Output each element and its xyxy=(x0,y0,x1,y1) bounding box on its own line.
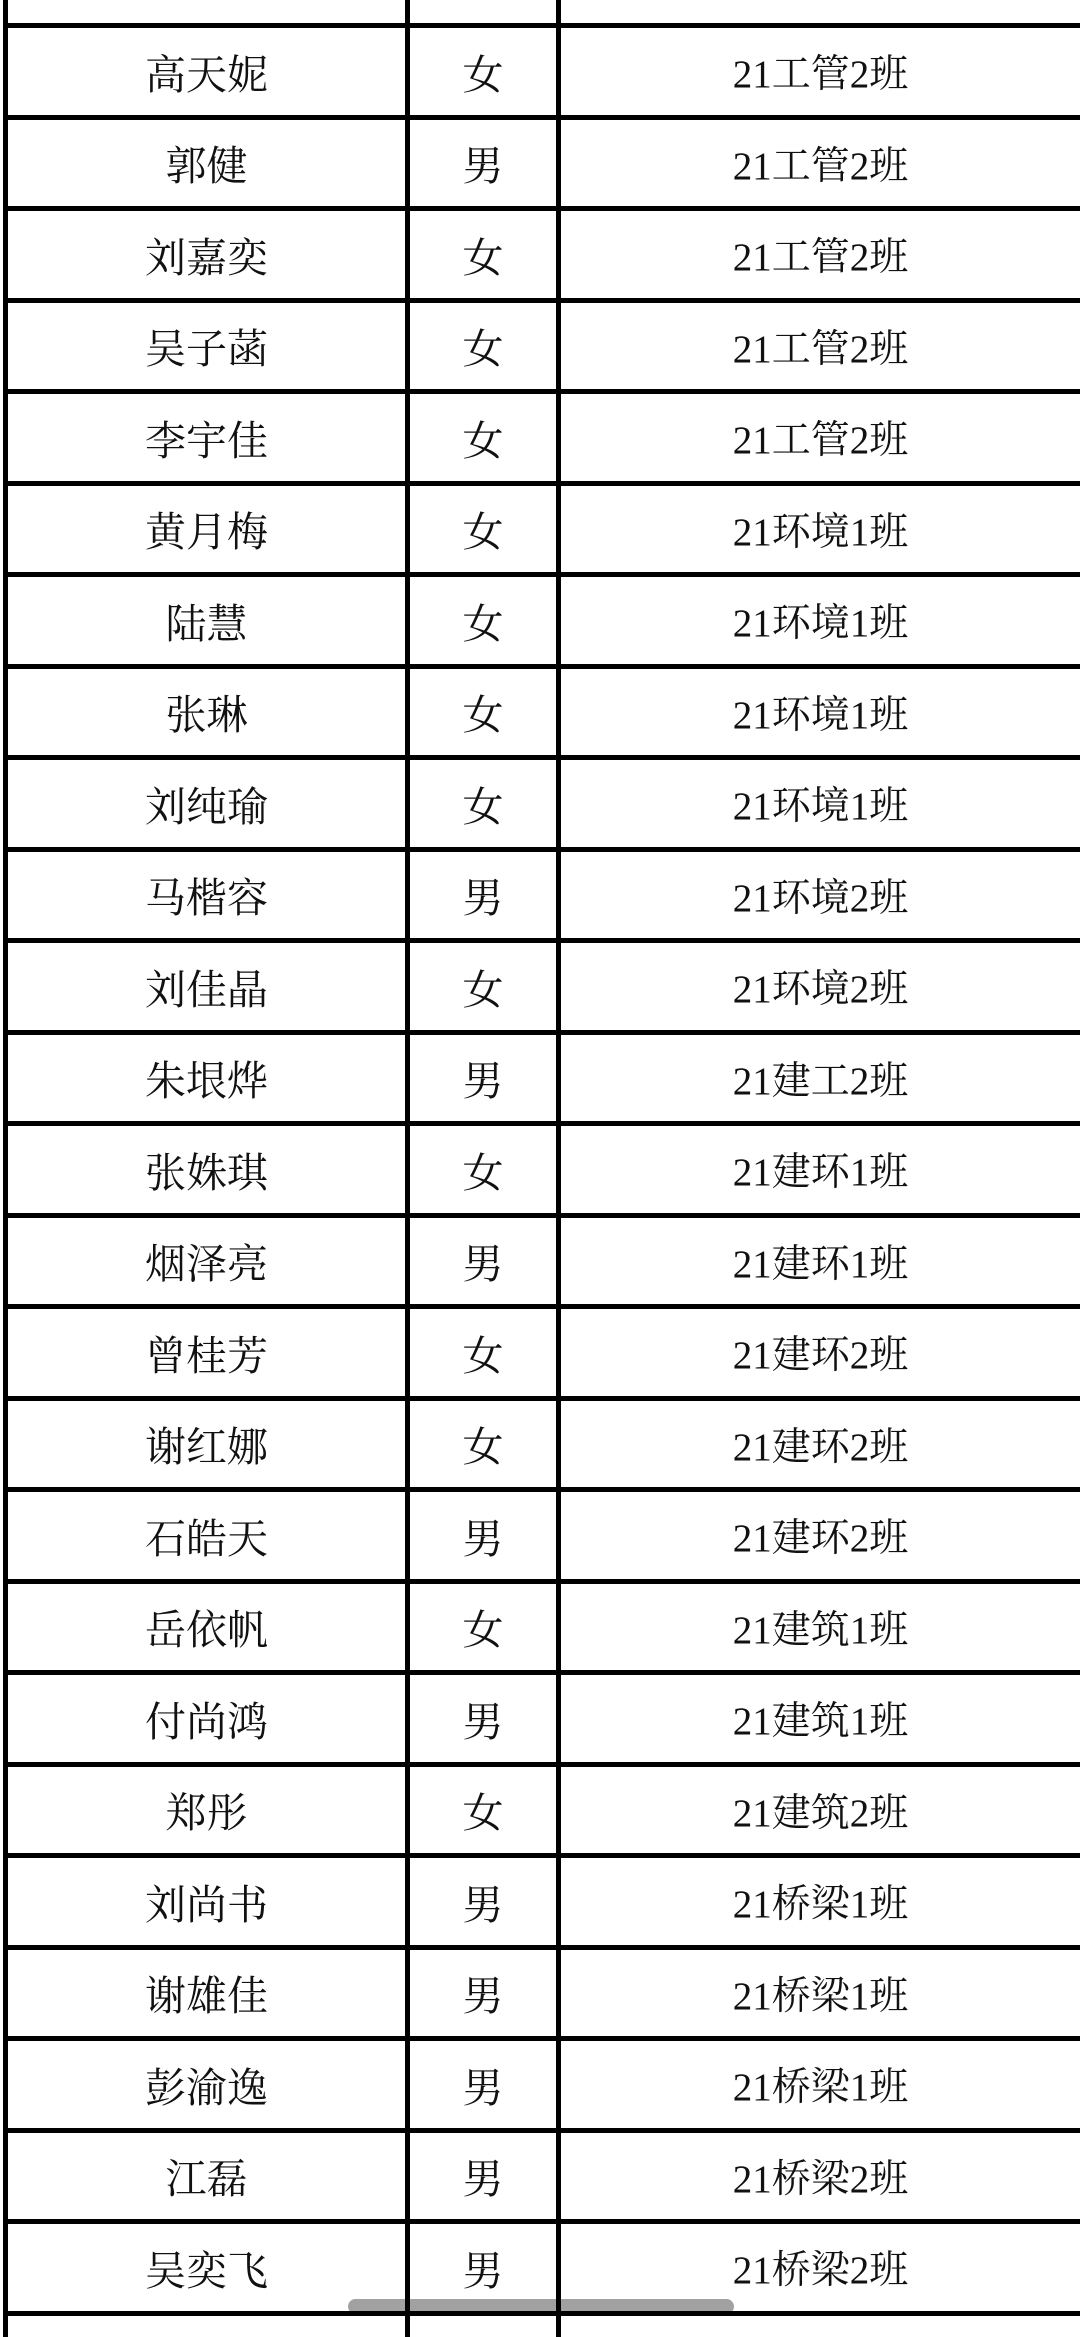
cell-gender[interactable]: 女 xyxy=(408,26,559,118)
cell-student-name[interactable]: 刘纯瑜 xyxy=(6,758,408,850)
cell-student-name[interactable] xyxy=(6,0,408,26)
cell-class[interactable]: 21工管2班 xyxy=(559,117,1080,209)
cell-class[interactable]: 21工管2班 xyxy=(559,300,1080,392)
cell-class[interactable]: 21桥梁2班 xyxy=(559,2222,1080,2314)
cell-class[interactable] xyxy=(559,2313,1080,2337)
cell-student-name[interactable]: 刘嘉奕 xyxy=(6,209,408,301)
table-row xyxy=(6,117,1080,209)
cell-class[interactable]: 21桥梁1班 xyxy=(559,2039,1080,2131)
cell-class[interactable]: 21桥梁1班 xyxy=(559,1947,1080,2039)
cell-student-name[interactable]: 朱垠烨 xyxy=(6,1032,408,1124)
cell-class[interactable]: 21建筑2班 xyxy=(559,1764,1080,1856)
cell-gender[interactable]: 男 xyxy=(408,1032,559,1124)
cell-student-name[interactable]: 吴子菡 xyxy=(6,300,408,392)
table-row-partial-bottom xyxy=(6,2313,1080,2337)
cell-gender[interactable]: 男 xyxy=(408,849,559,941)
cell-gender[interactable]: 男 xyxy=(408,1215,559,1307)
cell-gender[interactable]: 女 xyxy=(408,758,559,850)
cell-class[interactable]: 21建环2班 xyxy=(559,1398,1080,1490)
cell-gender[interactable]: 男 xyxy=(408,1673,559,1765)
cell-gender[interactable]: 女 xyxy=(408,1398,559,1490)
cell-student-name[interactable]: 张琳 xyxy=(6,666,408,758)
cell-student-name[interactable]: 高天妮 xyxy=(6,26,408,118)
table-row xyxy=(6,392,1080,484)
cell-class[interactable]: 21环境1班 xyxy=(559,758,1080,850)
cell-student-name[interactable]: 郭健 xyxy=(6,117,408,209)
cell-class[interactable]: 21建筑1班 xyxy=(559,1581,1080,1673)
cell-gender[interactable]: 女 xyxy=(408,483,559,575)
table-row xyxy=(6,1947,1080,2039)
cell-class[interactable]: 21建筑1班 xyxy=(559,1673,1080,1765)
cell-gender[interactable]: 男 xyxy=(408,2222,559,2314)
table-row xyxy=(6,300,1080,392)
cell-student-name[interactable]: 曾桂芳 xyxy=(6,1307,408,1399)
table-row xyxy=(6,575,1080,667)
cell-gender[interactable]: 男 xyxy=(408,2130,559,2222)
table-row xyxy=(6,941,1080,1033)
cell-student-name[interactable]: 谢雄佳 xyxy=(6,1947,408,2039)
cell-student-name[interactable]: 岳依帆 xyxy=(6,1581,408,1673)
table-body xyxy=(6,0,1080,2337)
cell-class[interactable]: 21环境2班 xyxy=(559,849,1080,941)
cell-class[interactable] xyxy=(559,0,1080,26)
cell-gender[interactable]: 男 xyxy=(408,1490,559,1582)
cell-student-name[interactable]: 石皓天 xyxy=(6,1490,408,1582)
table-row xyxy=(6,2222,1080,2314)
cell-student-name[interactable]: 李宇佳 xyxy=(6,392,408,484)
cell-student-name[interactable] xyxy=(6,2313,408,2337)
cell-student-name[interactable]: 黄月梅 xyxy=(6,483,408,575)
cell-class[interactable]: 21桥梁2班 xyxy=(559,2130,1080,2222)
cell-student-name[interactable]: 陆慧 xyxy=(6,575,408,667)
cell-student-name[interactable]: 马楷容 xyxy=(6,849,408,941)
cell-class[interactable]: 21建环2班 xyxy=(559,1307,1080,1399)
student-roster-table xyxy=(3,0,1080,2337)
table-row xyxy=(6,483,1080,575)
cell-student-name[interactable]: 谢红娜 xyxy=(6,1398,408,1490)
cell-gender[interactable]: 女 xyxy=(408,1764,559,1856)
table-row xyxy=(6,1398,1080,1490)
cell-gender[interactable]: 女 xyxy=(408,1124,559,1216)
cell-gender[interactable] xyxy=(408,0,559,26)
table-row xyxy=(6,1673,1080,1765)
table-row xyxy=(6,2130,1080,2222)
cell-class[interactable]: 21桥梁1班 xyxy=(559,1856,1080,1948)
cell-student-name[interactable]: 烟泽亮 xyxy=(6,1215,408,1307)
table-row xyxy=(6,26,1080,118)
cell-class[interactable]: 21环境1班 xyxy=(559,483,1080,575)
table-row xyxy=(6,666,1080,758)
cell-student-name[interactable]: 彭渝逸 xyxy=(6,2039,408,2131)
table-row xyxy=(6,1581,1080,1673)
cell-gender[interactable]: 女 xyxy=(408,1307,559,1399)
cell-gender[interactable]: 女 xyxy=(408,941,559,1033)
cell-class[interactable]: 21建环1班 xyxy=(559,1124,1080,1216)
cell-student-name[interactable]: 刘尚书 xyxy=(6,1856,408,1948)
cell-gender[interactable]: 女 xyxy=(408,666,559,758)
cell-class[interactable]: 21建环2班 xyxy=(559,1490,1080,1582)
cell-gender[interactable]: 女 xyxy=(408,1581,559,1673)
table-row xyxy=(6,1764,1080,1856)
table-row xyxy=(6,1856,1080,1948)
cell-gender[interactable]: 女 xyxy=(408,300,559,392)
cell-class[interactable]: 21建工2班 xyxy=(559,1032,1080,1124)
cell-gender[interactable]: 女 xyxy=(408,209,559,301)
cell-class[interactable]: 21工管2班 xyxy=(559,392,1080,484)
cell-student-name[interactable]: 吴奕飞 xyxy=(6,2222,408,2314)
cell-gender[interactable]: 女 xyxy=(408,575,559,667)
cell-class[interactable]: 21建环1班 xyxy=(559,1215,1080,1307)
cell-student-name[interactable]: 郑彤 xyxy=(6,1764,408,1856)
table-row xyxy=(6,1215,1080,1307)
cell-student-name[interactable]: 江磊 xyxy=(6,2130,408,2222)
table-row xyxy=(6,1032,1080,1124)
table-row xyxy=(6,1307,1080,1399)
table-row-partial-top xyxy=(6,0,1080,26)
cell-student-name[interactable]: 张姝琪 xyxy=(6,1124,408,1216)
table-row xyxy=(6,758,1080,850)
cell-gender[interactable]: 男 xyxy=(408,1947,559,2039)
cell-class[interactable]: 21环境2班 xyxy=(559,941,1080,1033)
cell-gender[interactable]: 男 xyxy=(408,1856,559,1948)
table-row xyxy=(6,2039,1080,2131)
cell-student-name[interactable]: 刘佳晶 xyxy=(6,941,408,1033)
cell-class[interactable]: 21工管2班 xyxy=(559,209,1080,301)
cell-gender[interactable]: 男 xyxy=(408,2039,559,2131)
table-row xyxy=(6,1124,1080,1216)
table-row xyxy=(6,849,1080,941)
cell-class[interactable]: 21环境1班 xyxy=(559,666,1080,758)
table-row xyxy=(6,209,1080,301)
cell-class[interactable]: 21工管2班 xyxy=(559,26,1080,118)
cell-class[interactable]: 21环境1班 xyxy=(559,575,1080,667)
cell-gender[interactable]: 男 xyxy=(408,117,559,209)
cell-gender[interactable] xyxy=(408,2313,559,2337)
cell-student-name[interactable]: 付尚鸿 xyxy=(6,1673,408,1765)
cell-gender[interactable]: 女 xyxy=(408,392,559,484)
table-row xyxy=(6,1490,1080,1582)
